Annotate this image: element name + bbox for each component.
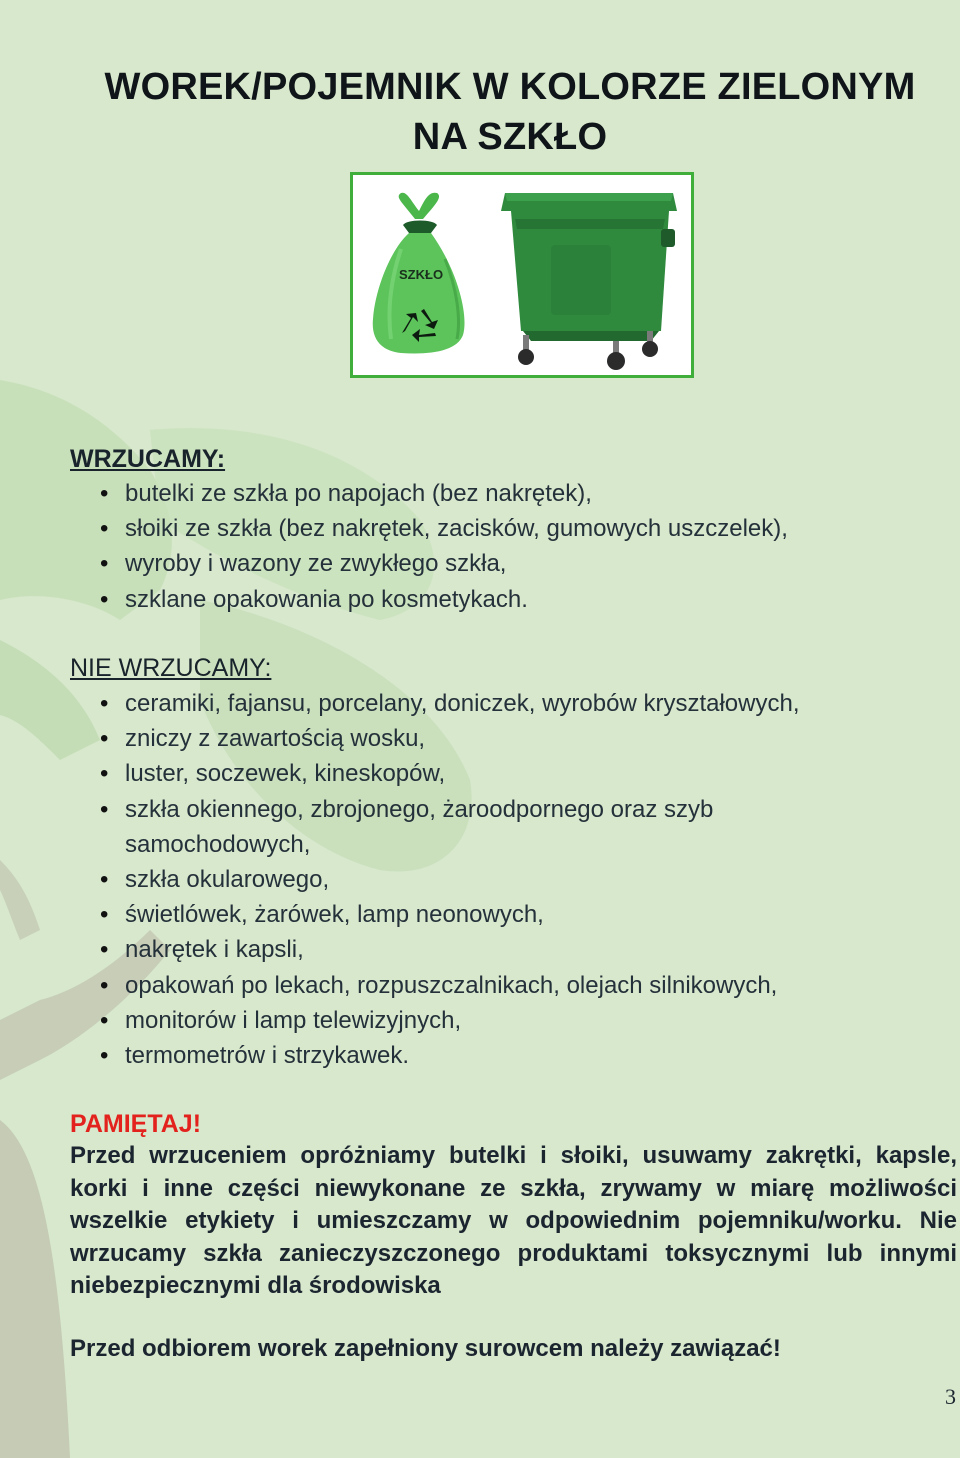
waste-container-image [350,172,694,378]
final-note: Przed odbiorem worek zapełniony surowcem należy zawiązać! [70,1335,781,1362]
page-number: 3 [945,1384,956,1409]
page-title [60,62,960,162]
nie-wrzucamy-list [70,686,830,1073]
remember-heading: PAMIĘTAJ! [70,1110,202,1138]
list-item: • luster, soczewek, kineskopów, [70,756,830,791]
bag-label: SZKŁO [399,267,444,282]
list-item: • zniczy z zawartością wosku, [70,721,830,756]
title-line-2: NA SZKŁO [412,116,608,158]
list-item: • szklane opakowania po kosmetykach. [70,582,788,617]
nie-wrzucamy-heading: NIE WRZUCAMY: [70,654,272,682]
remember-body: Przed wrzuceniem opróżniamy butelki i słoiki, usuwamy zakrętki, kapsle, korki i inne części niewykonane ze szkła, zrywamy w miarę możliwości wszelkie etykiety i umieszczamy w odpowiednim pojemniku/worku. Nie wrzucamy szkła zanieczyszczonego produktami toksycznymi lub innymi niebezpiecznymi dla środowiska [70,1142,957,1299]
green-bag-illustration [361,189,481,359]
list-item: • słoiki ze szkła (bez nakrętek, zacisków, gumowych uszczelek), [70,511,788,546]
green-bin-illustration [501,185,681,371]
list-item: • wyroby i wazony ze zwykłego szkła, [70,546,788,581]
list-item: • opakowań po lekach, rozpuszczalnikach, olejach silnikowych, [70,968,830,1003]
title-line-1: WOREK/POJEMNIK W KOLORZE ZIELONYM [104,66,916,108]
wrzucamy-heading: WRZUCAMY: [70,445,226,473]
list-item: • szkła okiennego, zbrojonego, żaroodpornego oraz szyb samochodowych, [70,792,830,862]
wrzucamy-list [70,476,788,617]
list-item: • ceramiki, fajansu, porcelany, doniczek, wyrobów kryształowych, [70,686,830,721]
list-item: • szkła okularowego, [70,862,830,897]
list-item: • nakrętek i kapsli, [70,932,830,967]
list-item: • świetlówek, żarówek, lamp neonowych, [70,897,830,932]
list-item: • monitorów i lamp telewizyjnych, [70,1003,830,1038]
list-item: • butelki ze szkła po napojach (bez nakrętek), [70,476,788,511]
list-item: • termometrów i strzykawek. [70,1038,830,1073]
